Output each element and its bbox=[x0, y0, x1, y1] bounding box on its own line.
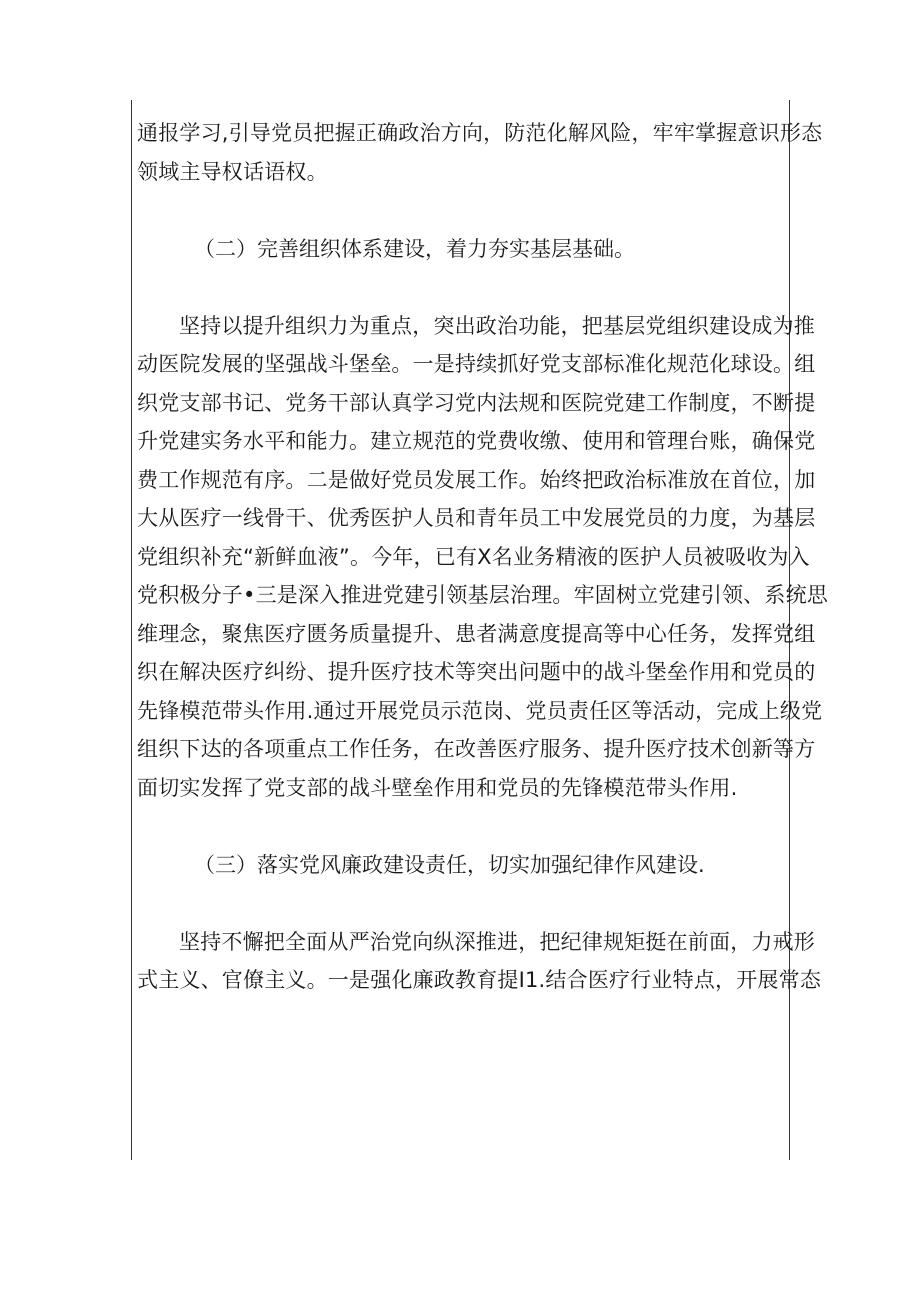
text-line: 先锋模范带头作用.通过开展党员示范岗、党员责任区等活动，完成上级党 bbox=[137, 698, 823, 723]
text-line: 领域主导权话语权。 bbox=[137, 159, 328, 184]
text-line: 费工作规范有序。二是做好党员发展工作。始终把政治标准放在首位，加 bbox=[137, 467, 816, 492]
text-line: 式主义、官僚主义。一是强化廉政教育提I1.结合医疗行业特点，开展常态 bbox=[137, 968, 822, 992]
document-body bbox=[137, 114, 828, 1000]
text-line: 党积极分子•三是深入推进党建引领基层治理。牢固树立党建引领、系统思 bbox=[137, 583, 828, 607]
text-line: 大从医疗一线骨干、优秀医护人员和青年员工中发展党员的力度，为基层 bbox=[137, 506, 816, 530]
text-line: 织在解决医疗纠纷、提升医疗技术等突出问题中的战斗堡垒作用和党员的 bbox=[137, 660, 816, 684]
text-line: 组织下达的各项重点工作任务，在改善医疗服务、提升医疗技术创新等方 bbox=[137, 737, 816, 761]
section-heading-3: （三）落实党风廉政建设责任，切实加强纪律作风建设. bbox=[194, 852, 705, 877]
text-line: 党组织补充“新鲜血液”。今年，已有X名业务精液的医护人员被吸收为入 bbox=[137, 544, 810, 569]
text-line: 升党建实务水平和能力。建立规范的党费收缴、使用和管理台账，确保党 bbox=[137, 429, 816, 453]
text-line: 维理念，聚焦医疗匮务质量提升、患者满意度提高等中心任务，发挥党组 bbox=[137, 621, 816, 646]
section-heading-2: （二）完善组织体系建设，着力夯实基层基础。 bbox=[194, 236, 635, 261]
text-line: 织党支部书记、党务干部认真学习党内法规和医院党建工作制度，不断提 bbox=[137, 390, 816, 415]
text-line: 坚持以提升组织力为重点，突出政治功能，把基层党组织建设成为推 bbox=[179, 313, 815, 338]
text-line: 动医院发展的坚强战斗堡垒。一是持续抓好党支部标准化规范化球设。组 bbox=[137, 352, 816, 376]
text-line: 面切实发挥了党支部的战斗壁垒作用和党员的先锋模范带头作用. bbox=[137, 775, 738, 800]
text-line: 坚持不懈把全面从严治党向纵深推进，把纪律规矩挺在前面，力戒形 bbox=[179, 929, 815, 954]
text-line: 通报学习,引导党员把握正确政治方向，防范化解风险，牢牢掌握意识形态 bbox=[137, 121, 823, 145]
